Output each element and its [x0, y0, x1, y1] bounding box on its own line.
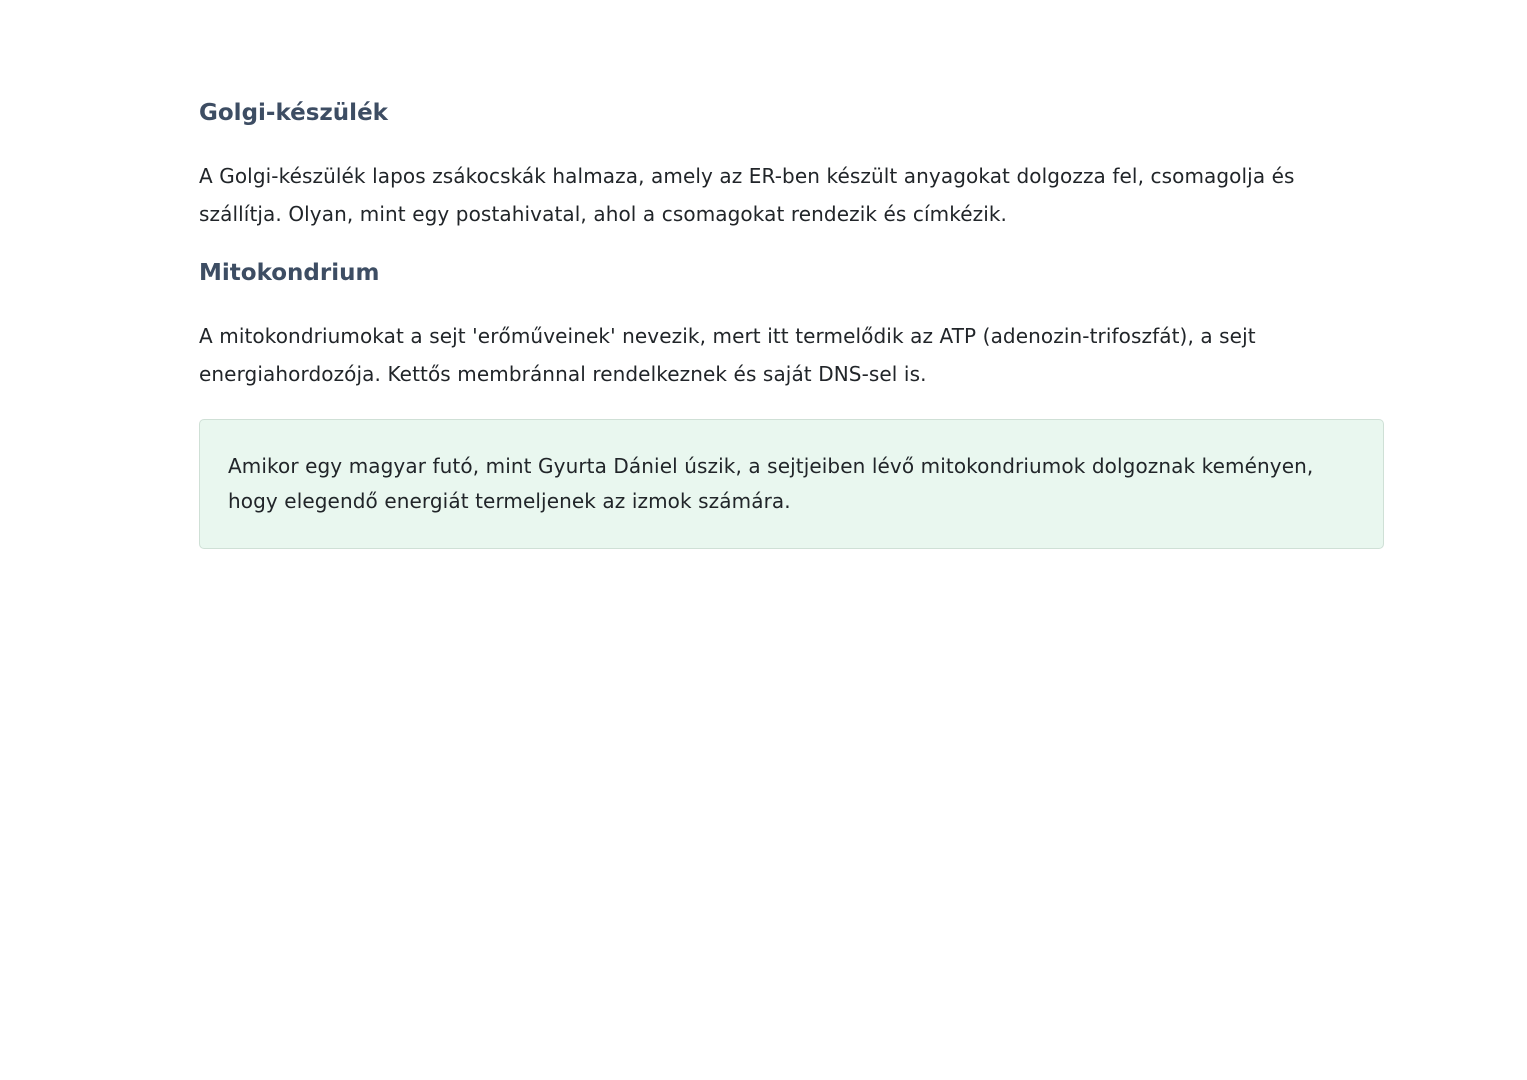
section-mitokondrium	[199, 259, 1384, 549]
section-heading-mitokondrium: Mitokondrium	[199, 259, 380, 286]
section-golgi	[199, 99, 1384, 233]
section-heading-golgi: Golgi-készülék	[199, 100, 388, 126]
example-callout-text: Amikor egy magyar futó, mint Gyurta Dániel úszik, a sejtjeiben lévő mitokondriumok dolgoznak keményen, hogy elegendő energiát termeljenek az izmok számára.	[228, 453, 1314, 513]
document-content	[199, 0, 1384, 549]
section-paragraph-golgi: A Golgi-készülék lapos zsákocskák halmaza, amely az ER-ben készült anyagokat dolgozza fel, csomagolja és szállítja. Olyan, mint egy postahivatal, ahol a csomagokat rendezik és címkézik.	[199, 163, 1295, 226]
example-callout	[199, 419, 1384, 549]
section-paragraph-mitokondrium: A mitokondriumokat a sejt 'erőműveinek' nevezik, mert itt termelődik az ATP (adenozin-trifoszfát), a sejt energiahordozója. Kettős membránnal rendelkeznek és saját DNS-sel is.	[199, 323, 1256, 386]
